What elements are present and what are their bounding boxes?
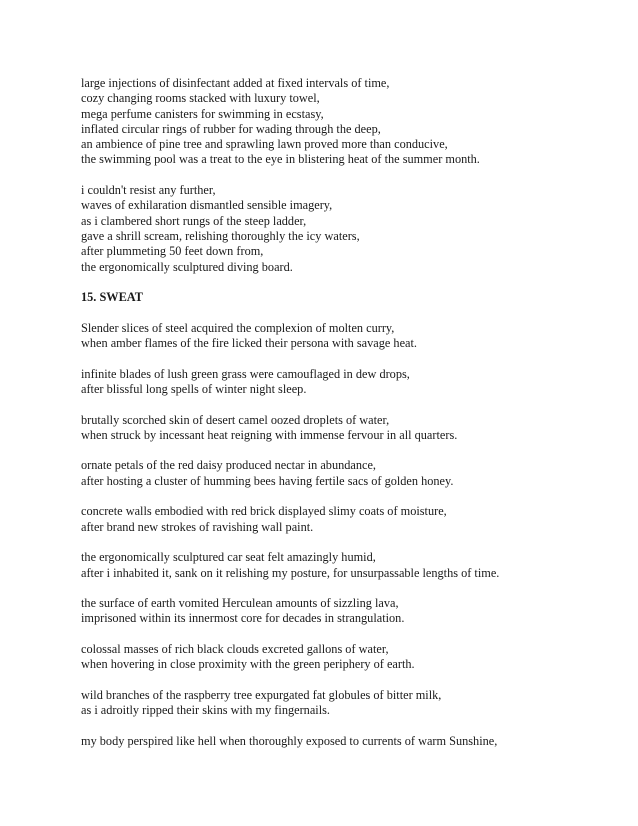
poem-line: when struck by incessant heat reigning with immense fervour in all quarters. bbox=[81, 427, 458, 442]
poem-line: my body perspired like hell when thoroughly exposed to currents of warm Sunshine, bbox=[81, 733, 498, 748]
stanza bbox=[81, 76, 621, 168]
poem-heading: 15. SWEAT bbox=[81, 290, 143, 305]
stanza bbox=[81, 550, 621, 581]
poem-line: as i clambered short rungs of the steep ladder, bbox=[81, 213, 307, 228]
stanza bbox=[81, 734, 621, 749]
poem-previous-section bbox=[81, 76, 621, 275]
poem-line: mega perfume canisters for swimming in ecstasy, bbox=[81, 106, 324, 121]
stanza bbox=[81, 183, 621, 275]
poem-line: ornate petals of the red daisy produced nectar in abundance, bbox=[81, 458, 376, 473]
poem-line: the ergonomically sculptured diving board. bbox=[81, 259, 293, 274]
poem-line: an ambience of pine tree and sprawling lawn proved more than conducive, bbox=[81, 137, 448, 152]
poem-line: infinite blades of lush green grass were camouflaged in dew drops, bbox=[81, 366, 410, 381]
poem-line: brutally scorched skin of desert camel oozed droplets of water, bbox=[81, 412, 390, 427]
poem-line: after hosting a cluster of humming bees having fertile sacs of golden honey. bbox=[81, 473, 454, 488]
poem-line: after blissful long spells of winter night sleep. bbox=[81, 381, 307, 396]
poem-line: i couldn't resist any further, bbox=[81, 183, 216, 198]
stanza bbox=[81, 596, 621, 627]
poem-line: wild branches of the raspberry tree expurgated fat globules of bitter milk, bbox=[81, 687, 442, 702]
poem-body bbox=[81, 76, 621, 764]
poem-line: gave a shrill scream, relishing thoroughly the icy waters, bbox=[81, 228, 360, 243]
poem-line: inflated circular rings of rubber for wading through the deep, bbox=[81, 121, 381, 136]
poem-line: large injections of disinfectant added at fixed intervals of time, bbox=[81, 76, 390, 90]
stanza bbox=[81, 688, 621, 719]
poem-line: the surface of earth vomited Herculean amounts of sizzling lava, bbox=[81, 596, 399, 611]
stanza bbox=[81, 321, 621, 352]
stanza bbox=[81, 413, 621, 444]
poem-line: the ergonomically sculptured car seat felt amazingly humid, bbox=[81, 550, 376, 565]
poem-line: after plummeting 50 feet down from, bbox=[81, 244, 264, 259]
poem-line: as i adroitly ripped their skins with my fingernails. bbox=[81, 703, 330, 718]
poem-line: colossal masses of rich black clouds excreted gallons of water, bbox=[81, 641, 389, 656]
poem-line: concrete walls embodied with red brick displayed slimy coats of moisture, bbox=[81, 504, 447, 519]
poem-line: after brand new strokes of ravishing wall paint. bbox=[81, 519, 314, 534]
poem-line: when amber flames of the fire licked their persona with savage heat. bbox=[81, 336, 417, 351]
poem-line: Slender slices of steel acquired the complexion of molten curry, bbox=[81, 320, 395, 335]
poem-line: when hovering in close proximity with the green periphery of earth. bbox=[81, 657, 415, 672]
stanza bbox=[81, 504, 621, 535]
poem-line: imprisoned within its innermost core for decades in strangulation. bbox=[81, 611, 405, 626]
stanza bbox=[81, 458, 621, 489]
poem-line: the swimming pool was a treat to the eye in blistering heat of the summer month. bbox=[81, 152, 480, 167]
poem-sweat-section bbox=[81, 321, 621, 749]
stanza bbox=[81, 642, 621, 673]
poem-line: cozy changing rooms stacked with luxury towel, bbox=[81, 91, 320, 106]
poem-line: waves of exhilaration dismantled sensible imagery, bbox=[81, 198, 333, 213]
poem-line: after i inhabited it, sank on it relishing my posture, for unsurpassable lengths of time. bbox=[81, 565, 500, 580]
stanza bbox=[81, 367, 621, 398]
